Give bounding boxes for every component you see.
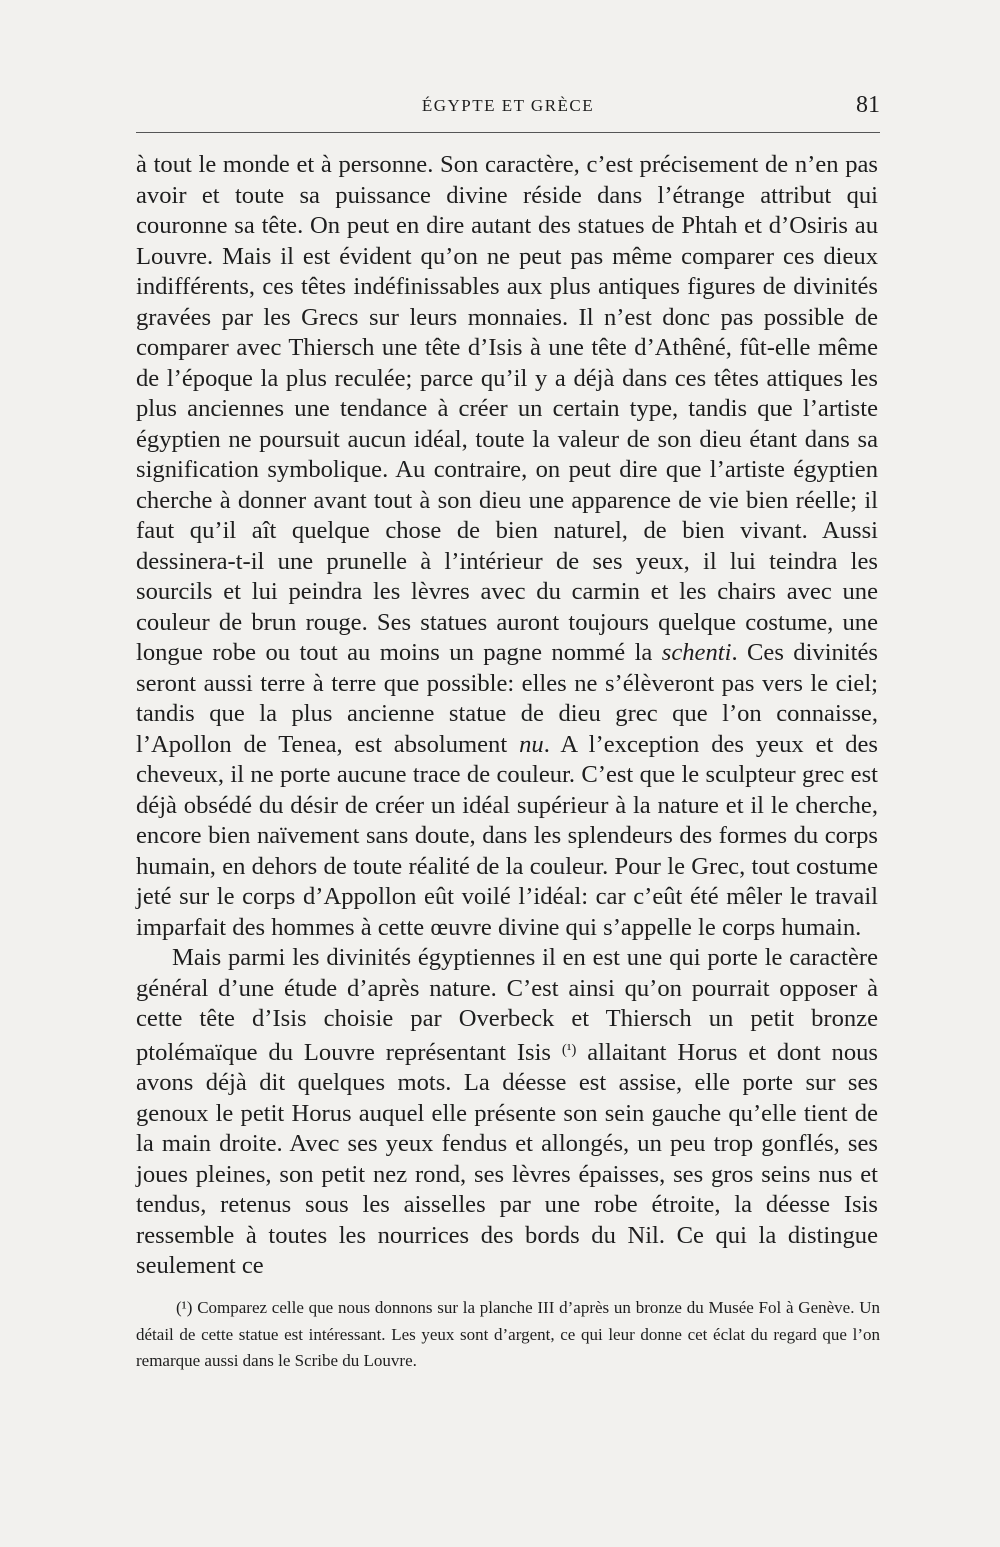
- body-text: [136, 150, 878, 1282]
- header-rule: [136, 132, 880, 133]
- footnote-reference: (¹): [561, 1041, 577, 1058]
- footnote: [136, 1295, 880, 1375]
- italic-schenti: schenti: [661, 639, 732, 666]
- paragraph-1: [136, 150, 878, 943]
- paragraph-2-text-a: Mais parmi les divinités égyptiennes il en est une qui porte le caractère général d’une étude d’après nature. C’est ainsi qu’on pourrait opposer à cette tête d’Isis choisie par Overbeck et Thiersch un petit bronze ptolémaïque du Louvre représentant Isis: [136, 944, 878, 1066]
- running-title: ÉGYPTE ET GRÈCE: [421, 96, 595, 115]
- paragraph-2: [136, 943, 878, 1282]
- running-head: [136, 92, 880, 126]
- paragraph-1-text-a: à tout le monde et à personne. Son caractère, c’est précisement de n’en pas avoir et toute sa puissance divine réside dans l’étrange attribut qui couronne sa tête. On peut en dire autant des statues de Phtah et d’Osiris au Louvre. Mais il est évident qu’on ne peut pas même comparer ces dieux indifférents, ces têtes indéfinissables aux plus antiques figures de divinités gravées par les Grecs sur leurs monnaies. Il n’est donc pas possible de comparer avec Thiersch une tête d’Isis à une tête d’Athêné, fût-elle même de l’époque la plus reculée; parce qu’il y a déjà dans ces têtes attiques les plus anciennes une tendance à créer un certain type, tandis que l’artiste égyptien ne poursuit aucun idéal, toute la valeur de son dieu étant dans sa signification symbolique. Au contraire, on peut dire que l’artiste égyptien cherche à donner avant tout à son dieu une apparence de vie bien réelle; il faut qu’il aît quelque chose de bien naturel, de bien vivant. Aussi dessinera-t-il une prunelle à l’intérieur de ses yeux, il lui teindra les sourcils et lui peindra les lèvres avec du carmin et les chairs avec une couleur de brun rouge. Ses statues auront toujours quelque costume, une longue robe ou tout au moins un pagne nommé la: [136, 151, 878, 666]
- paragraph-1-text-b: . Ces divinités seront aussi terre à terre que possible: elles ne s’élèveront pas vers le ciel; tandis que la plus ancienne statue de dieu grec que l’on connaisse, l’Apollon de Tenea, est absolument: [136, 639, 879, 758]
- footnote-marker: (¹): [176, 1298, 193, 1317]
- paragraph-1-text-c: . A l’exception des yeux et des cheveux, il ne porte aucune trace de couleur. C’est que le sculpteur grec est déjà obsédé du désir de créer un idéal supérieur à la nature et il le cherche, encore bien naïvement sans doute, dans les splendeurs des formes du corps humain, en dehors de toute réalité de la couleur. Pour le Grec, tout costume jeté sur le corps d’Appollon eût voilé l’idéal: car c’eût été mêler le travail imparfait des hommes à cette œuvre divine qui s’appelle le corps humain.: [136, 730, 878, 941]
- page-number: 81: [856, 92, 880, 118]
- footnote-text: Comparez celle que nous donnons sur la planche III d’après un bronze du Musée Fol à Genève. Un détail de cette statue est intéressant. Les yeux sont d’argent, ce qui leur donne cet éclat du regard que l’on remarque aussi dans le Scribe du Louvre.: [136, 1298, 881, 1370]
- paragraph-2-text-b: allaitant Horus et dont nous avons déjà dit quelques mots. La déesse est assise, elle porte sur ses genoux le petit Horus auquel elle présente son sein gauche qu’elle tient de la main droite. Avec ses yeux fendus et allongés, un peu trop gonflés, ses joues pleines, son petit nez rond, ses lèvres épaisses, ses gros seins nus et tendus, retenus sous les aisselles par une robe étroite, la déesse Isis ressemble à toutes les nourrices des bords du Nil. Ce qui la distingue seulement ce: [136, 1038, 878, 1279]
- italic-nu: nu: [519, 730, 544, 758]
